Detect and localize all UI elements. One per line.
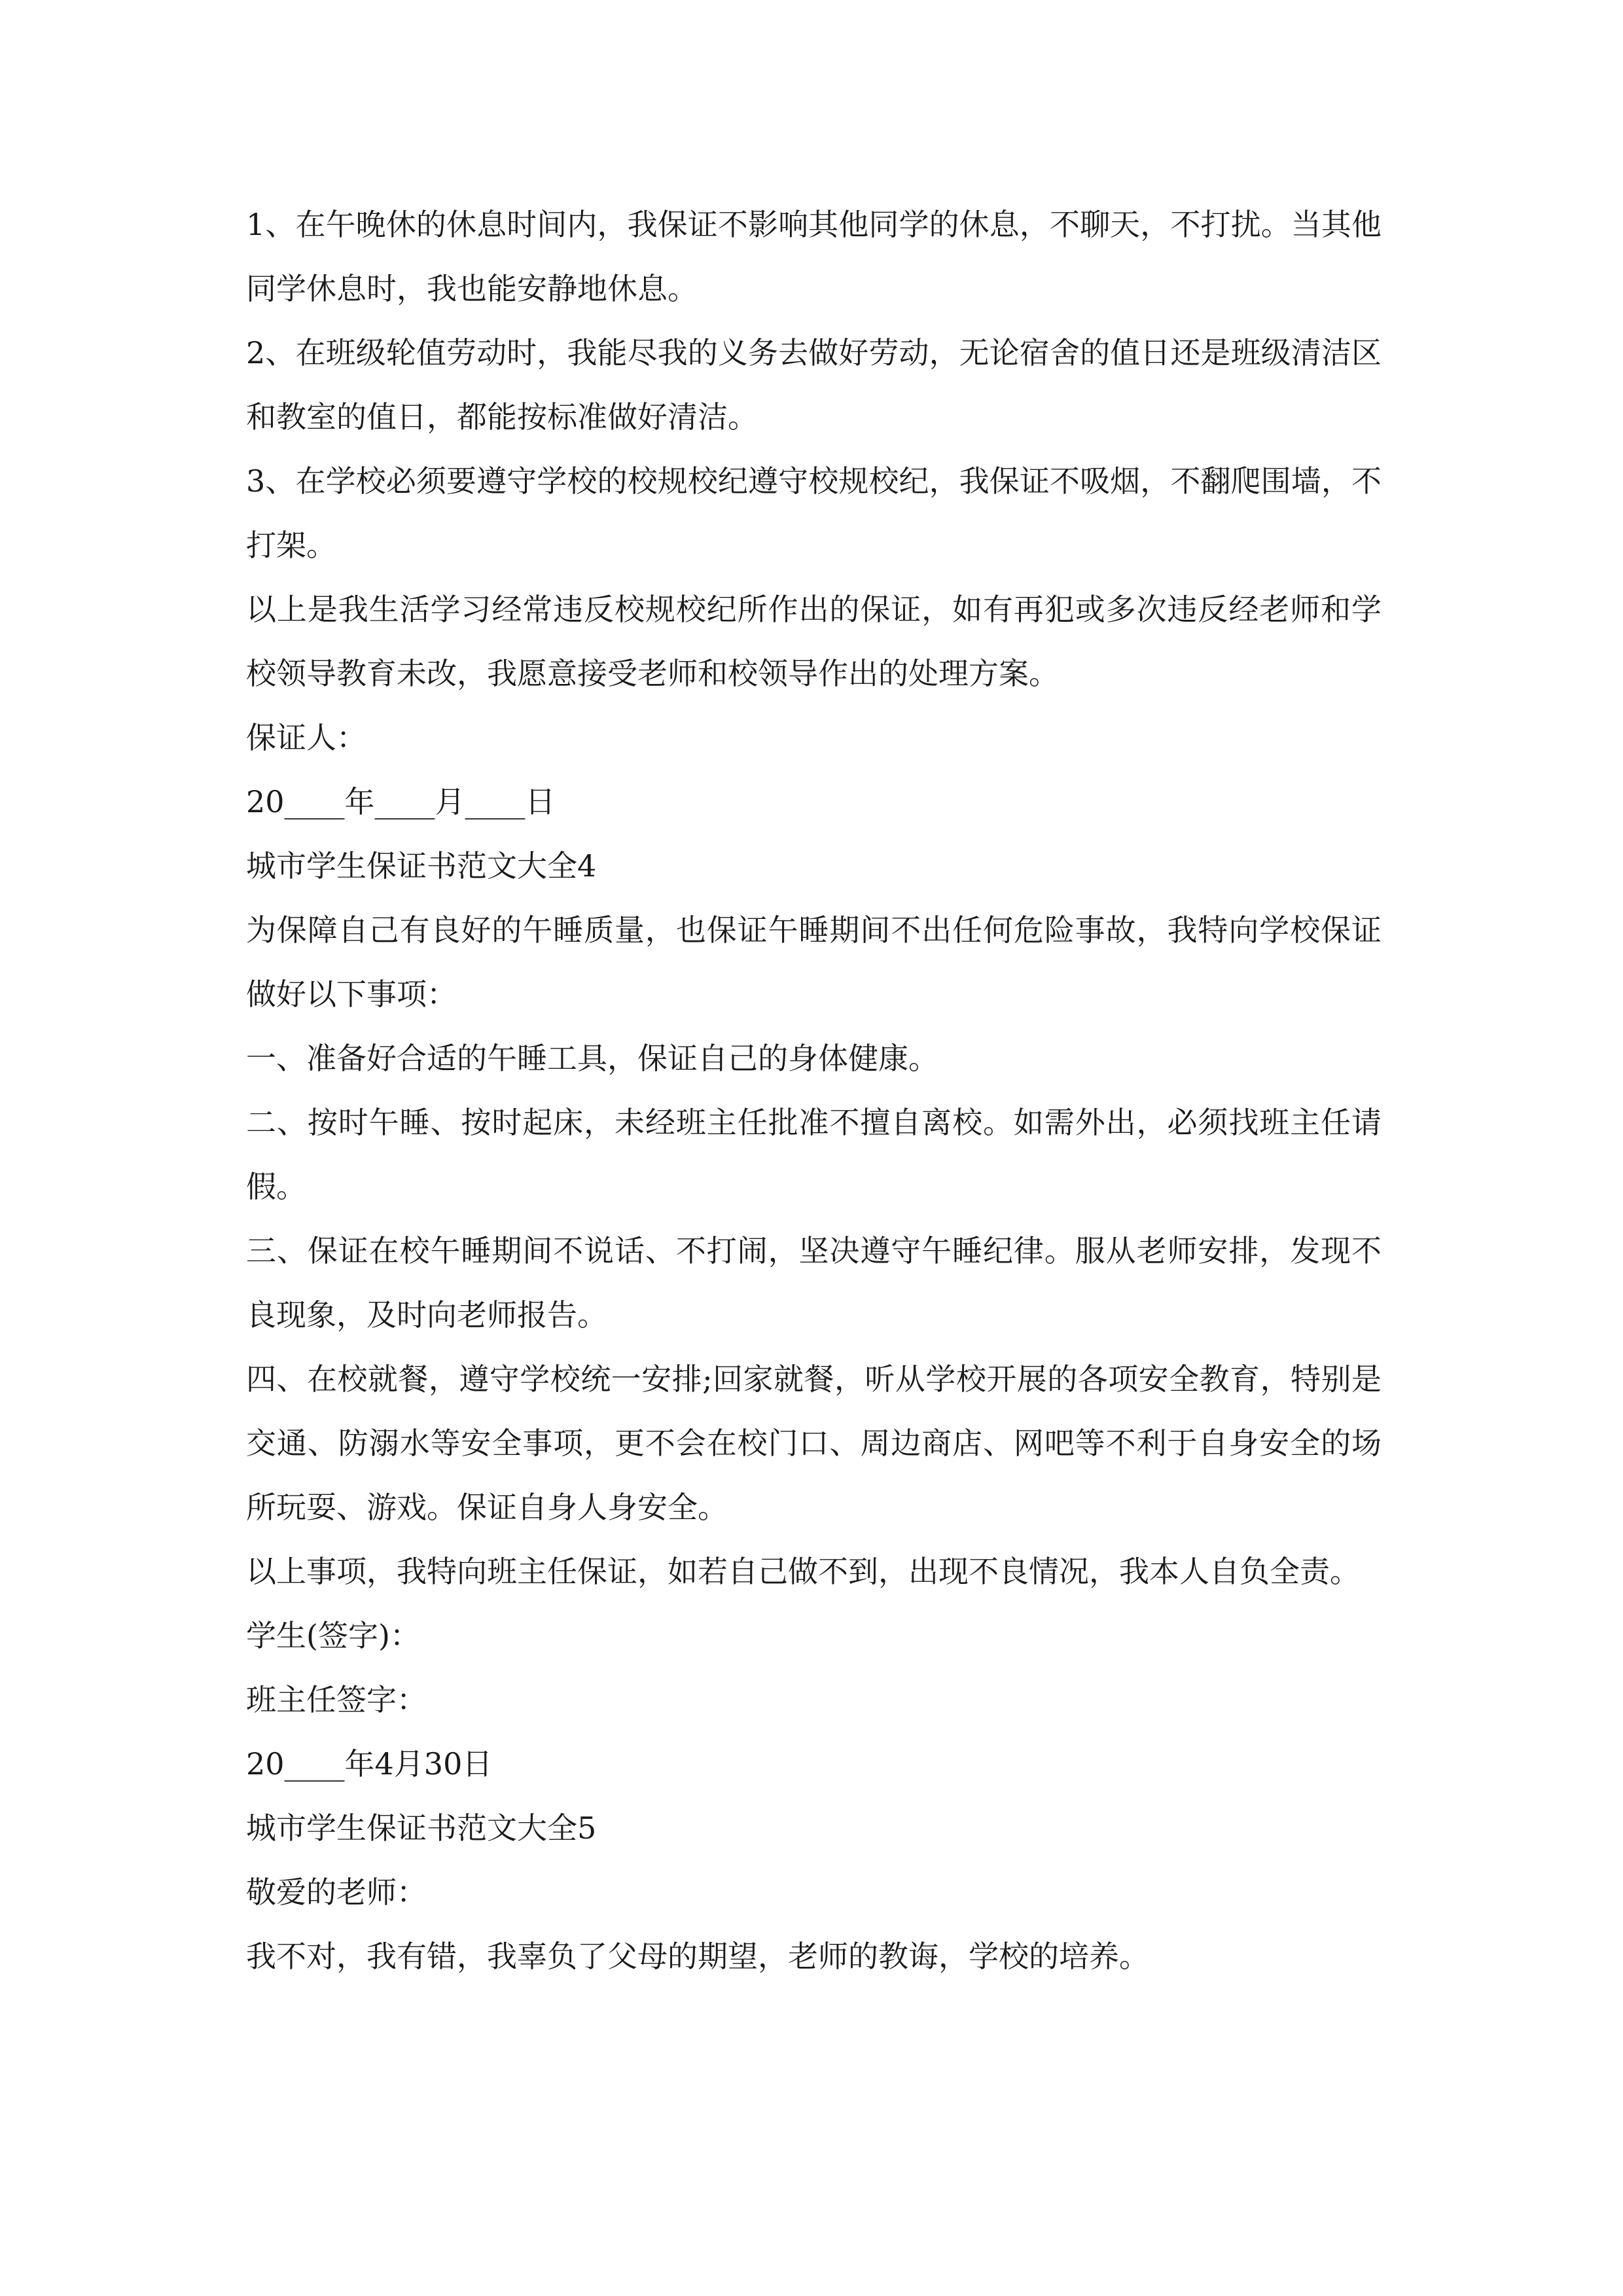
- paragraph-conclusion: 以上事项，我特向班主任保证，如若自己做不到，出现不良情况，我本人自负全责。: [246, 1554, 1360, 1589]
- paragraph-summary: 以上是我生活学习经常违反校规校纪所作出的保证，如有再犯或多次违反经老师和学校领导教育未改，我愿意接受老师和校领导作出的处理方案。: [246, 592, 1382, 691]
- student-signature-line: 学生(签字)：: [246, 1618, 420, 1653]
- item-three: 三、保证在校午睡期间不说话、不打闹，坚决遵守午睡纪律。服从老师安排，发现不良现象，及时向老师报告。: [246, 1233, 1382, 1333]
- guarantor-line: 保证人：: [246, 720, 366, 755]
- salutation: 敬爱的老师：: [246, 1874, 427, 1910]
- item-two: 二、按时午睡、按时起床，未经班主任批准不擅自离校。如需外出，必须找班主任请假。: [246, 1105, 1382, 1204]
- paragraph-apology: 我不对，我有错，我辜负了父母的期望，老师的教诲，学校的培养。: [246, 1939, 1149, 1974]
- paragraph-rule-3: 3、在学校必须要遵守学校的校规校纪遵守校规校纪，我保证不吸烟，不翻爬围墙，不打架。: [246, 463, 1382, 563]
- section-heading-4: 城市学生保证书范文大全4: [246, 848, 597, 884]
- paragraph-intro: 为保障自己有良好的午睡质量，也保证午睡期间不出任何危险事故，我特向学校保证做好以下事项：: [246, 912, 1382, 1012]
- section-heading-5: 城市学生保证书范文大全5: [246, 1810, 597, 1846]
- date-line: 20____年____月____日: [246, 784, 556, 819]
- item-one: 一、准备好合适的午睡工具，保证自己的身体健康。: [246, 1041, 938, 1076]
- document-body: [246, 192, 1382, 1988]
- paragraph-rule-1: 1、在午晚休的休息时间内，我保证不影响其他同学的休息，不聊天，不打扰。当其他同学休息时，我也能安静地休息。: [246, 207, 1382, 306]
- date-line-2: 20____年4月30日: [246, 1746, 493, 1782]
- teacher-signature-line: 班主任签字：: [246, 1682, 427, 1717]
- item-four: 四、在校就餐，遵守学校统一安排;回家就餐，听从学校开展的各项安全教育，特别是交通、防溺水等安全事项，更不会在校门口、周边商店、网吧等不利于自身安全的场所玩耍、游戏。保证自身人身安全。: [246, 1361, 1382, 1525]
- paragraph-rule-2: 2、在班级轮值劳动时，我能尽我的义务去做好劳动，无论宿舍的值日还是班级清洁区和教室的值日，都能按标准做好清洁。: [246, 335, 1382, 435]
